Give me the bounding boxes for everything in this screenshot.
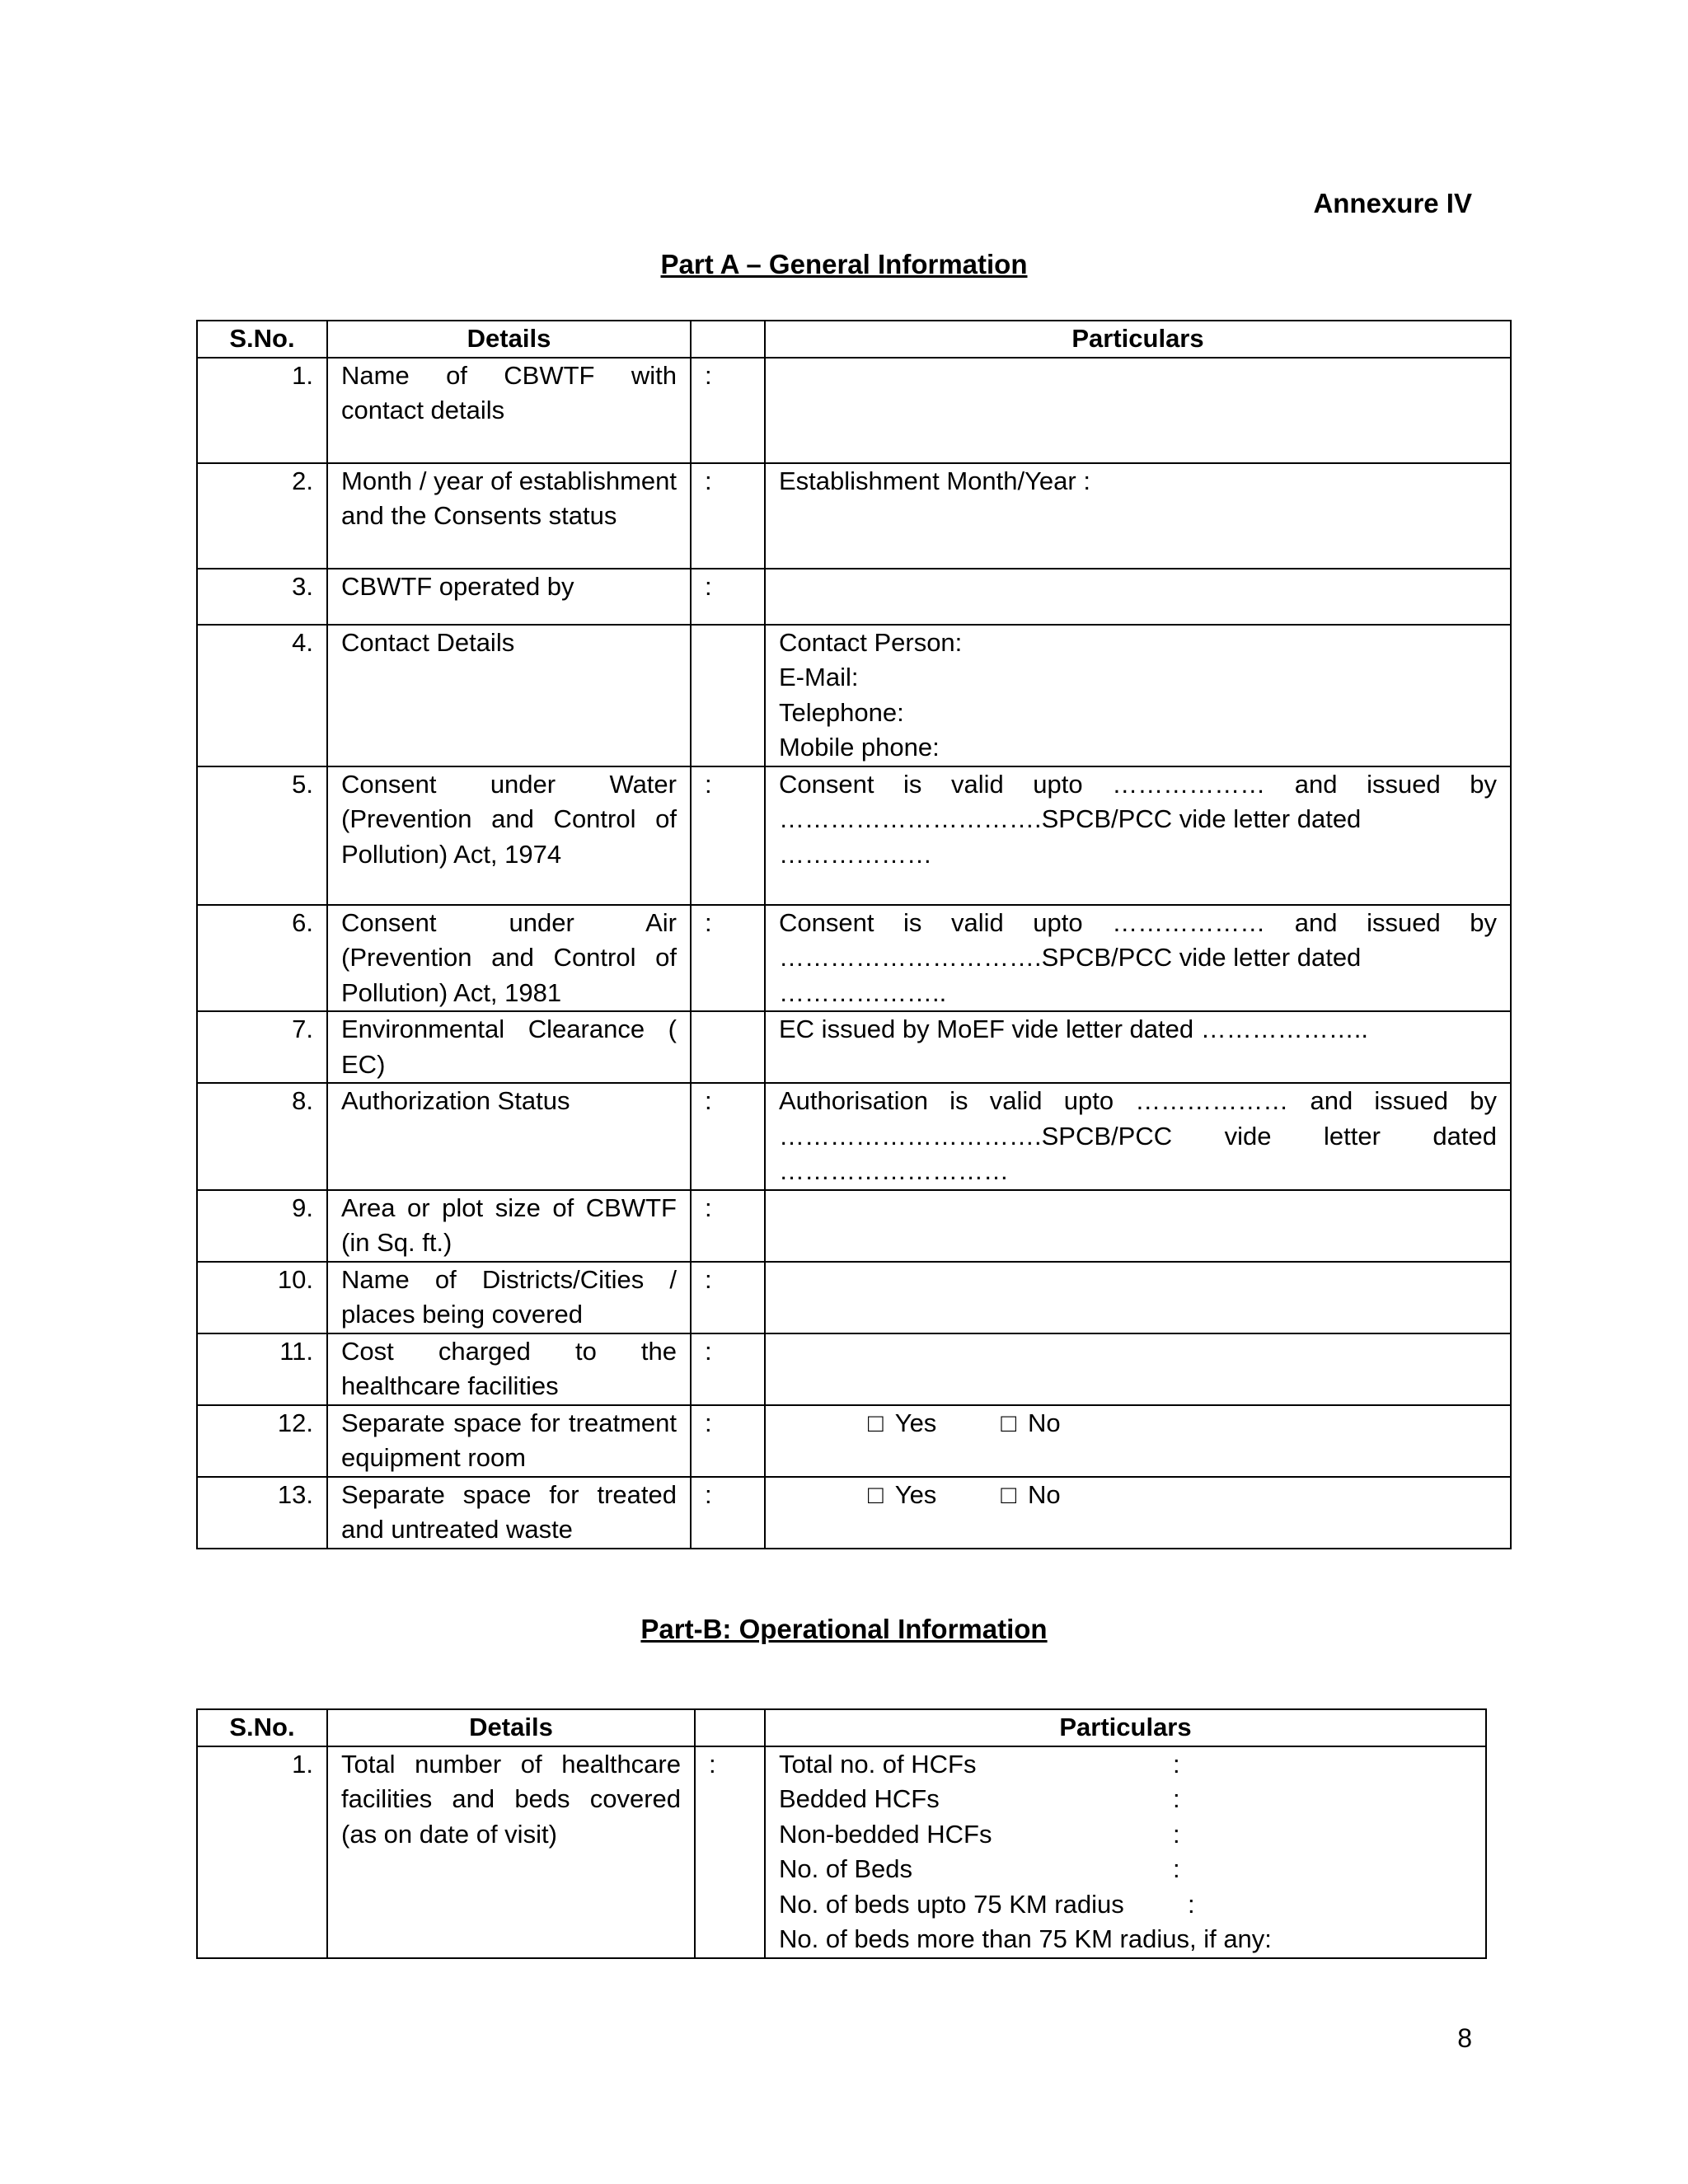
sno-cell: 4. [197, 625, 327, 766]
table-row [197, 358, 1511, 463]
particulars-line: Contact Person: [779, 627, 963, 657]
item-label: Total no. of HCFs [779, 1749, 977, 1779]
no-checkbox-icon[interactable]: □ [1001, 1479, 1017, 1509]
details-cell: Total number of healthcare facilities and beds covered (as on date of visit) [327, 1746, 695, 1958]
particulars-item [779, 1747, 1472, 1783]
particulars-cell [765, 1011, 1511, 1083]
particulars-line: ……………………… [779, 1156, 1009, 1185]
details-cell: Consent under Air (Prevention and Control of Pollution) Act, 1981 [327, 905, 691, 1012]
separator-cell [691, 1011, 765, 1083]
sno-cell: 11. [197, 1333, 327, 1405]
particulars-cell [765, 1190, 1511, 1262]
details-cell: Environmental Clearance ( EC) [327, 1011, 691, 1083]
sno-cell: 6. [197, 905, 327, 1012]
table-row [197, 1262, 1511, 1333]
particulars-item [779, 1922, 1472, 1957]
separator-cell: : [691, 905, 765, 1012]
item-colon: : [1173, 1749, 1180, 1779]
particulars-line: Consent is valid upto ……………… and issued by [779, 769, 1497, 799]
table-header-row [197, 321, 1511, 358]
particulars-line: ………………………….SPCB/PCC vide letter dated [779, 1121, 1497, 1151]
particulars-line: EC issued by MoEF vide letter dated ……………….. [779, 1015, 1368, 1043]
table-row [197, 1083, 1511, 1190]
sno-cell: 7. [197, 1011, 327, 1083]
particulars-line: ………………………….SPCB/PCC vide letter dated ……………… [779, 804, 1362, 869]
details-cell: Area or plot size of CBWTF (in Sq. ft.) [327, 1190, 691, 1262]
item-colon: : [1173, 1854, 1180, 1883]
particulars-cell [765, 905, 1511, 1012]
details-header: Details [327, 1709, 695, 1746]
details-cell: Month / year of establishment and the Consents status [327, 463, 691, 569]
table-row [197, 766, 1511, 905]
separator-header [691, 321, 765, 358]
yes-no-checkboxes [779, 1406, 1497, 1441]
table-row [197, 1405, 1511, 1477]
yes-checkbox-icon[interactable]: □ [868, 1408, 884, 1437]
particulars-cell [765, 1262, 1511, 1333]
separator-cell: : [691, 1405, 765, 1477]
particulars-cell [765, 463, 1511, 569]
particulars-line: Mobile phone: [779, 733, 940, 762]
table-row [197, 1477, 1511, 1549]
details-cell: Separate space for treatment equipment room [327, 1405, 691, 1477]
sno-header: S.No. [197, 1709, 327, 1746]
separator-cell: : [691, 569, 765, 625]
particulars-item [779, 1887, 1472, 1923]
details-cell: Cost charged to the healthcare facilities [327, 1333, 691, 1405]
no-label: No [1028, 1408, 1061, 1437]
separator-cell [691, 625, 765, 766]
particulars-cell [765, 358, 1511, 463]
item-label: Non-bedded HCFs [779, 1819, 992, 1849]
particulars-cell [765, 625, 1511, 766]
table-row [197, 625, 1511, 766]
particulars-cell [765, 1333, 1511, 1405]
particulars-item [779, 1782, 1472, 1817]
page-number: 8 [1457, 2023, 1472, 2053]
item-colon: : [1173, 1784, 1180, 1813]
item-colon: : [1173, 1819, 1180, 1849]
sno-cell: 1. [197, 1746, 327, 1958]
details-cell: Consent under Water (Prevention and Control of Pollution) Act, 1974 [327, 766, 691, 905]
no-label: No [1028, 1479, 1061, 1509]
operational-information-table [196, 1708, 1487, 1959]
table-row [197, 905, 1511, 1012]
sno-cell: 13. [197, 1477, 327, 1549]
particulars-line: ………………………….SPCB/PCC vide letter dated ……………….. [779, 943, 1362, 1007]
details-cell: Contact Details [327, 625, 691, 766]
particulars-cell [765, 1746, 1486, 1958]
table-row [197, 1746, 1486, 1958]
details-cell: Name of CBWTF with contact details [327, 358, 691, 463]
table-row [197, 463, 1511, 569]
table-row [197, 1190, 1511, 1262]
details-cell: Separate space for treated and untreated waste [327, 1477, 691, 1549]
separator-header [695, 1709, 765, 1746]
part-a-heading: Part A – General Information [660, 249, 1028, 279]
item-label: No. of beds more than 75 KM radius, if any: [779, 1924, 1272, 1953]
particulars-header: Particulars [765, 321, 1511, 358]
particulars-line: E-Mail: [779, 663, 859, 691]
yes-no-checkboxes [779, 1478, 1497, 1513]
separator-cell: : [691, 1190, 765, 1262]
particulars-cell [765, 1405, 1511, 1477]
separator-cell: : [691, 1333, 765, 1405]
annexure-label: Annexure IV [1313, 188, 1472, 218]
particulars-cell [765, 569, 1511, 625]
particulars-line: Consent is valid upto ……………… and issued by [779, 907, 1497, 937]
particulars-item [779, 1817, 1472, 1853]
separator-cell: : [691, 1477, 765, 1549]
table-row [197, 1011, 1511, 1083]
item-label: No. of beds upto 75 KM radius [779, 1889, 1124, 1919]
sno-cell: 2. [197, 463, 327, 569]
particulars-line: Telephone: [779, 697, 904, 727]
particulars-header: Particulars [765, 1709, 1486, 1746]
item-label: Bedded HCFs [779, 1784, 940, 1813]
separator-cell: : [691, 358, 765, 463]
particulars-cell [765, 1083, 1511, 1190]
sno-cell: 1. [197, 358, 327, 463]
sno-cell: 8. [197, 1083, 327, 1190]
particulars-cell [765, 766, 1511, 905]
separator-cell: : [691, 1083, 765, 1190]
details-header: Details [327, 321, 691, 358]
item-label: No. of Beds [779, 1854, 912, 1883]
particulars-cell [765, 1477, 1511, 1549]
particulars-item [779, 1852, 1472, 1887]
particulars-line: Establishment Month/Year : [779, 466, 1090, 495]
no-checkbox-icon[interactable]: □ [1001, 1408, 1017, 1437]
separator-cell: : [691, 463, 765, 569]
details-cell: CBWTF operated by [327, 569, 691, 625]
sno-cell: 12. [197, 1405, 327, 1477]
sno-cell: 3. [197, 569, 327, 625]
item-colon: : [1188, 1889, 1195, 1919]
separator-cell: : [691, 1262, 765, 1333]
table-row [197, 1333, 1511, 1405]
general-information-table [196, 320, 1512, 1549]
sno-cell: 5. [197, 766, 327, 905]
yes-label: Yes [894, 1479, 937, 1509]
sno-header: S.No. [197, 321, 327, 358]
details-cell: Name of Districts/Cities / places being covered [327, 1262, 691, 1333]
sno-cell: 9. [197, 1190, 327, 1262]
table-row [197, 569, 1511, 625]
separator-cell: : [695, 1746, 765, 1958]
separator-cell: : [691, 766, 765, 905]
details-cell: Authorization Status [327, 1083, 691, 1190]
part-b-heading: Part-B: Operational Information [640, 1614, 1048, 1644]
yes-label: Yes [894, 1408, 937, 1437]
table-header-row [197, 1709, 1486, 1746]
particulars-line: Authorisation is valid upto ……………… and issued by [779, 1086, 1497, 1115]
sno-cell: 10. [197, 1262, 327, 1333]
yes-checkbox-icon[interactable]: □ [868, 1479, 884, 1509]
